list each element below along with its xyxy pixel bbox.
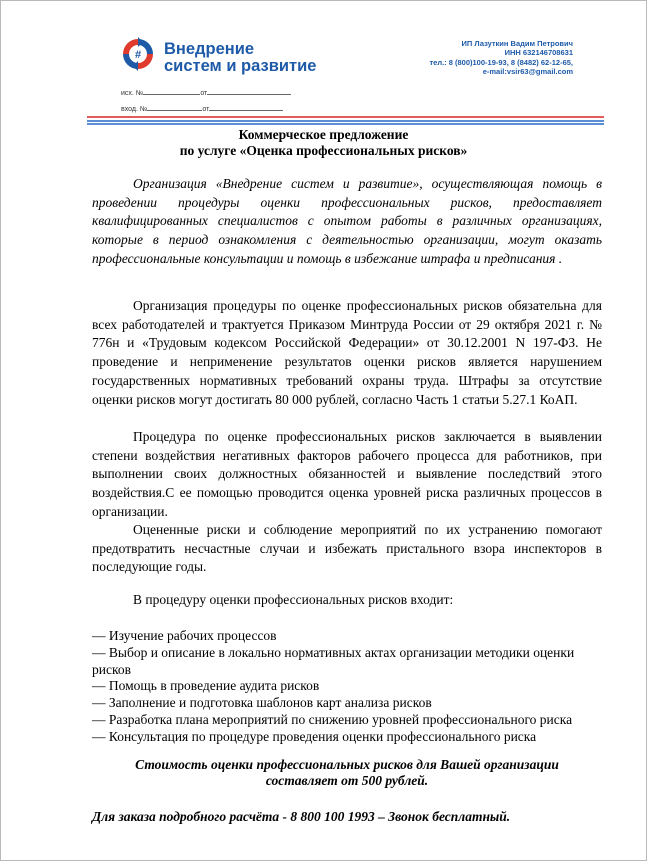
benefit-paragraph: Оцененные риски и соблюдение мероприятий по их устранению помогают предотвратить несчастные случаи и избежать пристального взора инспекторов в последующие годы. [92,522,602,575]
contact-phone: тел.: 8 (800)100-19-93, 8 (8482) 62-12-65, [429,57,573,67]
document-title: Коммерческое предложение по услуге «Оценка профессиональных рисков» [179,127,468,158]
list-item: — Выбор и описание в локально нормативных актах организации методики оценки рисков [92,644,575,677]
order-contact-line: Для заказа подробного расчёта - 8 800 100 1993 – Звонок бесплатный. [92,809,511,824]
service-list [92,628,607,746]
contact-block [429,39,573,76]
company-logo-icon [121,37,155,71]
list-item: — Помощь в проведение аудита рисков [92,678,320,694]
company-name: Внедрение систем и развитие [164,40,317,75]
list-item: — Консультация по процедуре проведения оценки профессионального риска [92,728,537,744]
outgoing-number-field: исх. № от [121,87,291,97]
contact-name: ИП Лазуткин Вадим Петрович [461,39,573,48]
list-item: — Изучение рабочих процессов [92,628,277,643]
incoming-number-field: вход. № от [121,103,283,113]
contact-inn: ИНН 632146708631 [504,48,573,58]
list-intro: В процедуру оценки профессиональных рисков входит: [133,592,454,607]
procedure-paragraph: Процедура по оценке профессиональных рисков заключается в выявлении степени воздействия негативных факторов рабочего процесса для работников, при выполнении своих должностных обязанностей и выявление последствий этого воздействия.С ее помощью проводится оценка уровней риска различных процессов в организации. [92,429,602,519]
list-item: — Заполнение и подготовка шаблонов карт анализа рисков [92,695,432,711]
contact-email: e-mail:vsir63@gmail.com [482,66,573,76]
cost-statement: Стоимость оценки профессиональных рисков для Вашей организации составляет от 500 рублей. [135,757,559,788]
list-item: — Разработка плана мероприятий по снижению уровней профессионального риска [92,711,573,727]
legal-paragraph: Организация процедуры по оценке профессиональных рисков обязательна для всех работодателей и трактуется Приказом Минтруда России от 29 октября 2021 г. № 776н и «Трудовым кодексом Российской Федерации» от 30.12.2001 N 197-ФЗ. Не проведение и неприменение результатов оценки рисков является нарушением государственных нормативных требований охраны труда. Штрафы за отсутствие оценки рисков могут достигать 80 000 рублей, согласно Часть 1 статьи 5.27.1 КоАП. [92,298,602,407]
svg-text:#: # [134,49,142,61]
intro-paragraph: Организация «Внедрение систем и развитие», осуществляющая помощь в проведении процедуры оценки профессиональных рисков, предоставляет квалифицированных специалистов с опытом работы в различных организациях, которые в период ознакомления с деятельностью организации, могут оказать профессиональные консультации и помощь в избежание штрафа и предписания . [92,176,602,266]
header-divider [87,116,604,127]
